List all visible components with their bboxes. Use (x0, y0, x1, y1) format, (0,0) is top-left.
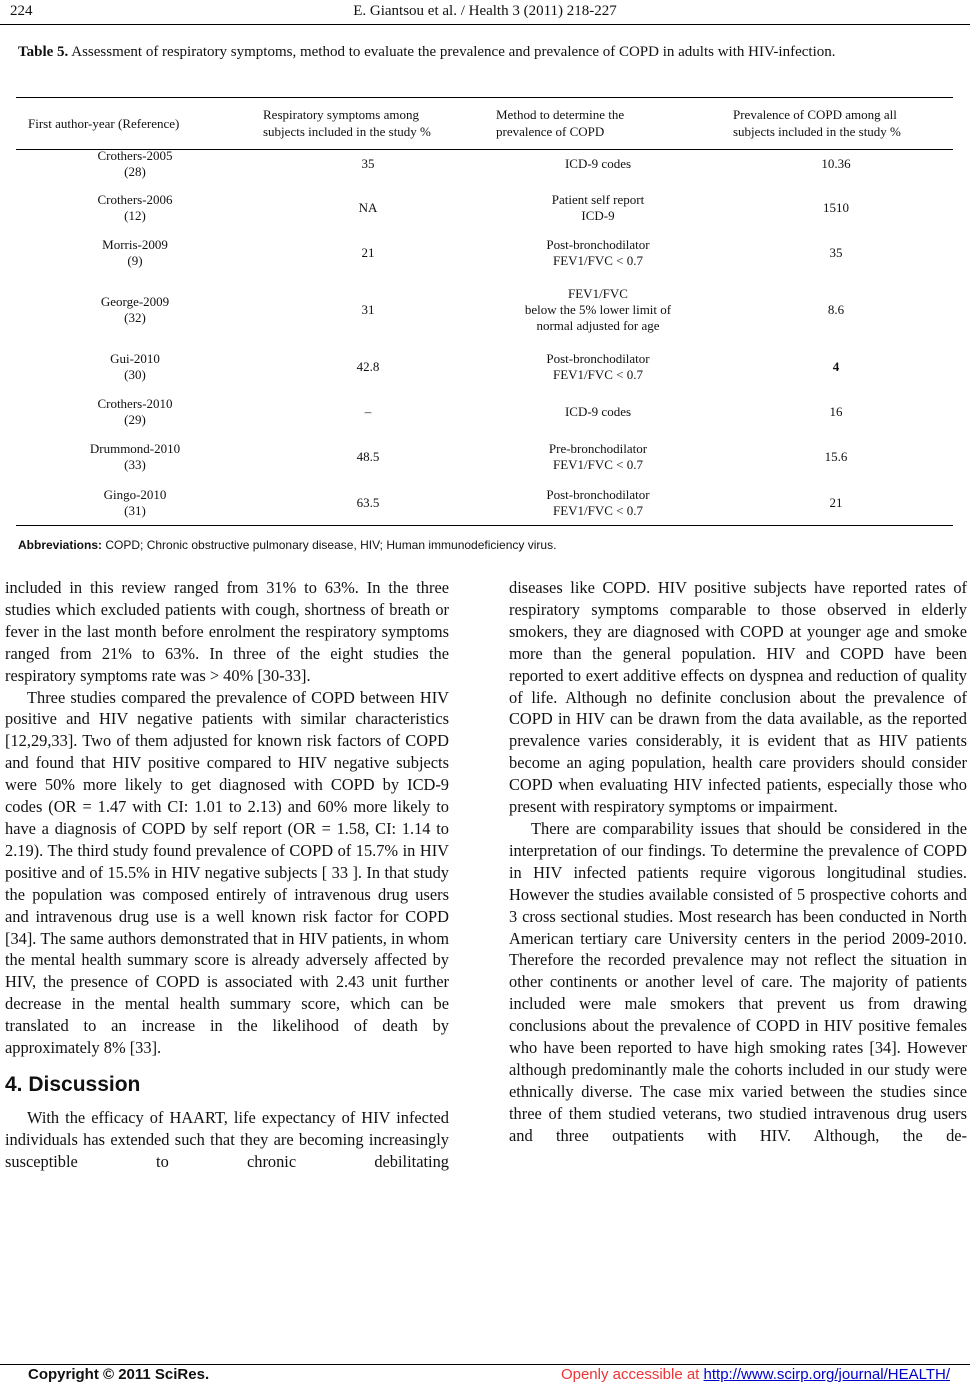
cell-prevalence: 35 (829, 245, 843, 260)
cell-prevalence: 4 (832, 359, 840, 374)
cell-symptoms: 48.5 (356, 449, 380, 464)
table-abbreviations: Abbreviations: COPD; Chronic obstructive pulmonary disease, HIV; Human immunodeficiency virus. (18, 538, 557, 552)
left-column (5, 577, 449, 1173)
journal-link[interactable]: http://www.scirp.org/journal/HEALTH/ (703, 1366, 950, 1383)
footer-rule (0, 1364, 970, 1365)
cell-prevalence: 16 (829, 404, 843, 419)
cell-method: FEV1/FVC below the 5% lower limit of normal adjusted for age (524, 286, 672, 333)
paragraph: included in this review ranged from 31% to 63%. In the three studies which excluded patients with cough, shortness of breath or fever in the last month before enrolment the respiratory symptoms ranged from 21% to 63%. In three of the eight studies the respiratory symptoms rate was > 40% [30-33]. (5, 578, 449, 685)
cell-method: ICD-9 codes (564, 156, 632, 171)
cell-method: Post-bronchodilator FEV1/FVC < 0.7 (546, 487, 650, 518)
cell-method: Patient self report ICD-9 (551, 192, 645, 223)
table-header-method: Method to determine the prevalence of COPD (496, 107, 625, 139)
cell-method: Post-bronchodilator FEV1/FVC < 0.7 (546, 351, 650, 382)
cell-symptoms: 21 (361, 245, 375, 260)
cell-prevalence: 21 (829, 495, 843, 510)
table-top-rule (16, 97, 953, 98)
cell-author: Crothers-2010 (29) (97, 396, 173, 427)
copyright: Copyright © 2011 SciRes. (28, 1366, 210, 1383)
paragraph: There are comparability issues that should be considered in the interpretation of our findings. To determine the prevalence of COPD in HIV infected patients require vigorous longitudinal studies. However the studies available consisted of 5 prospective cohorts and 3 cross sectional studies. Most research has been conducted in North American tertiary care University centers in the period 2009-2010. Therefore the recorded prevalence may not reflect the situation in other continents or another level of care. The majority of patients included were male smokers that prevent us from drawing conclusions about the prevalence of COPD in HIV positive females who have been reported to have high smoking rates [34]. However although predominantly male the cohorts included in our study were ethnically diverse. The case mix varied between the studies since three of them studied veterans, two studied intravenous drug users and three outpatients with HIV. Although, the de- (509, 818, 967, 1145)
cell-prevalence: 8.6 (827, 302, 845, 317)
table-caption (18, 42, 953, 62)
cell-author: Drummond-2010 (33) (89, 441, 181, 472)
cell-author: George-2009 (32) (100, 294, 170, 325)
cell-method: Post-bronchodilator FEV1/FVC < 0.7 (546, 237, 650, 268)
cell-author: Crothers-2005 (28) (97, 148, 173, 179)
table-header-author: First author-year (Reference) (28, 116, 180, 131)
cell-symptoms: 42.8 (356, 359, 380, 374)
table-caption-text: Assessment of respiratory symptoms, method to evaluate the prevalence and prevalence of COPD in adults with HIV-infection. (71, 44, 836, 60)
paragraph: diseases like COPD. HIV positive subjects have reported rates of respiratory symptoms comparable to those observed in elderly smokers, they are diagnosed with COPD at younger age and smoke more than the general population. HIV and COPD have been reported to exert additive effects on dyspnea and reduction of quality of life. Although no definite conclusion about the prevalence of COPD in HIV can be drawn from the data available, as the reported prevalence varies considerably, it is evident that as HIV patients become an aging population, health care providers should consider COPD when evaluating HIV infected patients, especially those who present with respiratory symptoms or impairment. (509, 578, 967, 817)
right-column (509, 577, 967, 1147)
cell-symptoms: 63.5 (356, 495, 380, 510)
cell-author: Gingo-2010 (31) (103, 487, 167, 518)
table-caption-label: Table 5. (18, 44, 69, 60)
page-number: 224 (10, 3, 33, 19)
cell-author: Gui-2010 (30) (110, 351, 160, 382)
section-heading: 4. Discussion (5, 1072, 141, 1096)
cell-method: ICD-9 codes (564, 404, 632, 419)
cell-prevalence: 1510 (823, 200, 849, 215)
cell-symptoms: – (364, 404, 372, 419)
cell-author: Morris-2009 (9) (102, 237, 168, 268)
cell-author: Crothers-2006 (12) (97, 192, 173, 223)
cell-symptoms: NA (358, 200, 378, 215)
cell-prevalence: 10.36 (821, 156, 851, 171)
header-rule (0, 24, 970, 25)
cell-symptoms: 35 (361, 156, 375, 171)
cell-prevalence: 15.6 (824, 449, 848, 464)
table-header-symptoms: Respiratory symptoms among subjects included in the study % (263, 107, 431, 139)
access-note: Openly accessible at http://www.scirp.org/journal/HEALTH/ (560, 1366, 950, 1383)
table-header-prevalence: Prevalence of COPD among all subjects included in the study % (733, 107, 901, 139)
running-head: E. Giantsou et al. / Health 3 (2011) 218-227 (353, 3, 617, 19)
paragraph: With the efficacy of HAART, life expectancy of HIV infected individuals has extended such that they are becoming increasingly susceptible to chronic debilitating (5, 1107, 449, 1171)
cell-method: Pre-bronchodilator FEV1/FVC < 0.7 (548, 441, 648, 472)
paragraph: Three studies compared the prevalence of COPD between HIV positive and HIV negative patients with similar characteristics [12,29,33]. Two of them adjusted for known risk factors of COPD and found that HIV positive compared to HIV negative subjects were 50% more likely to get diagnosed with COPD by ICD-9 codes (OR = 1.47 with CI: 1.01 to 2.13) and 60% more likely to have a diagnosis of COPD by self report (OR = 1.58, CI: 1.14 to 2.19). The third study found prevalence of COPD of 15.7% in HIV positive and of 15.5% in HIV negative subjects [ 33 ]. In that study the population was composed entirely of intravenous drug users and intravenous drug use is a well known risk factor for COPD [34]. The same authors demonstrated that in HIV patients, in whom the mental health summary score is already adversely affected by HIV, the presence of COPD is associated with 2.43 unit further decrease in the mental health summary score, which can be translated to an increase in the likelihood of death by approximately 8% [33]. (5, 687, 449, 1058)
cell-symptoms: 31 (361, 302, 375, 317)
table-bottom-rule (16, 525, 953, 526)
